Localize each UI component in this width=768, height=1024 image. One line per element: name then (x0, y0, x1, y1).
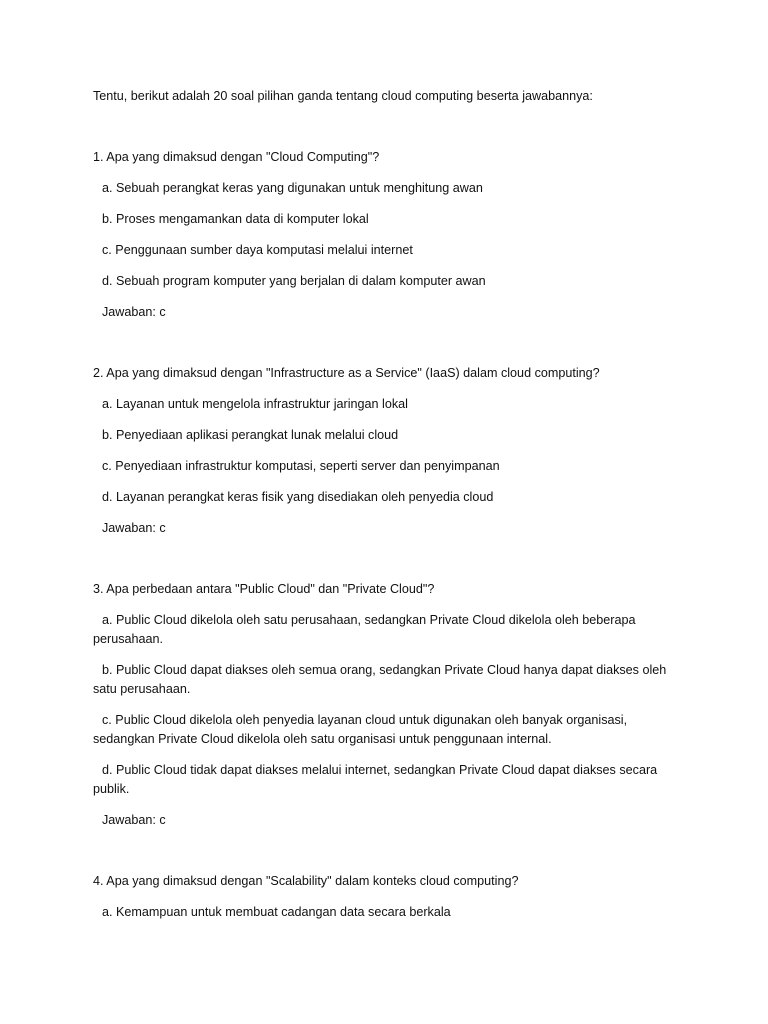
question-title: 2. Apa yang dimaksud dengan "Infrastructure as a Service" (IaaS) dalam cloud computing? (93, 366, 600, 380)
question-1 (93, 148, 688, 322)
question-2 (93, 364, 688, 538)
option-d: d. Sebuah program komputer yang berjalan di dalam komputer awan (102, 274, 486, 288)
option-c: c. Penyediaan infrastruktur komputasi, seperti server dan penyimpanan (102, 459, 500, 473)
option-a: a. Layanan untuk mengelola infrastruktur jaringan lokal (102, 397, 408, 411)
question-title: 4. Apa yang dimaksud dengan "Scalability" dalam konteks cloud computing? (93, 874, 519, 888)
question-4 (93, 872, 688, 922)
answer-text: Jawaban: c (102, 305, 166, 319)
question-title: 1. Apa yang dimaksud dengan "Cloud Computing"? (93, 150, 380, 164)
question-title: 3. Apa perbedaan antara "Public Cloud" dan "Private Cloud"? (93, 582, 435, 596)
intro-text: Tentu, berikut adalah 20 soal pilihan ganda tentang cloud computing beserta jawabannya: (93, 89, 593, 103)
answer-text: Jawaban: c (102, 521, 166, 535)
option-a: a. Public Cloud dikelola oleh satu perusahaan, sedangkan Private Cloud dikelola oleh beberapa perusahaan. (93, 613, 636, 646)
answer-text: Jawaban: c (102, 813, 166, 827)
option-d: d. Layanan perangkat keras fisik yang disediakan oleh penyedia cloud (102, 490, 494, 504)
option-d: d. Public Cloud tidak dapat diakses melalui internet, sedangkan Private Cloud dapat diakses secara publik. (93, 763, 658, 796)
option-b: b. Proses mengamankan data di komputer lokal (102, 212, 369, 226)
option-c: c. Penggunaan sumber daya komputasi melalui internet (102, 243, 413, 257)
option-a: a. Sebuah perangkat keras yang digunakan untuk menghitung awan (102, 181, 483, 195)
option-b: b. Public Cloud dapat diakses oleh semua orang, sedangkan Private Cloud hanya dapat diakses oleh satu perusahaan. (93, 663, 667, 696)
question-3 (93, 580, 688, 830)
option-c: c. Public Cloud dikelola oleh penyedia layanan cloud untuk digunakan oleh banyak organisasi, sedangkan Private Cloud dikelola oleh satu organisasi untuk penggunaan internal. (93, 713, 628, 746)
option-a: a. Kemampuan untuk membuat cadangan data secara berkala (102, 905, 451, 919)
option-b: b. Penyediaan aplikasi perangkat lunak melalui cloud (102, 428, 399, 442)
